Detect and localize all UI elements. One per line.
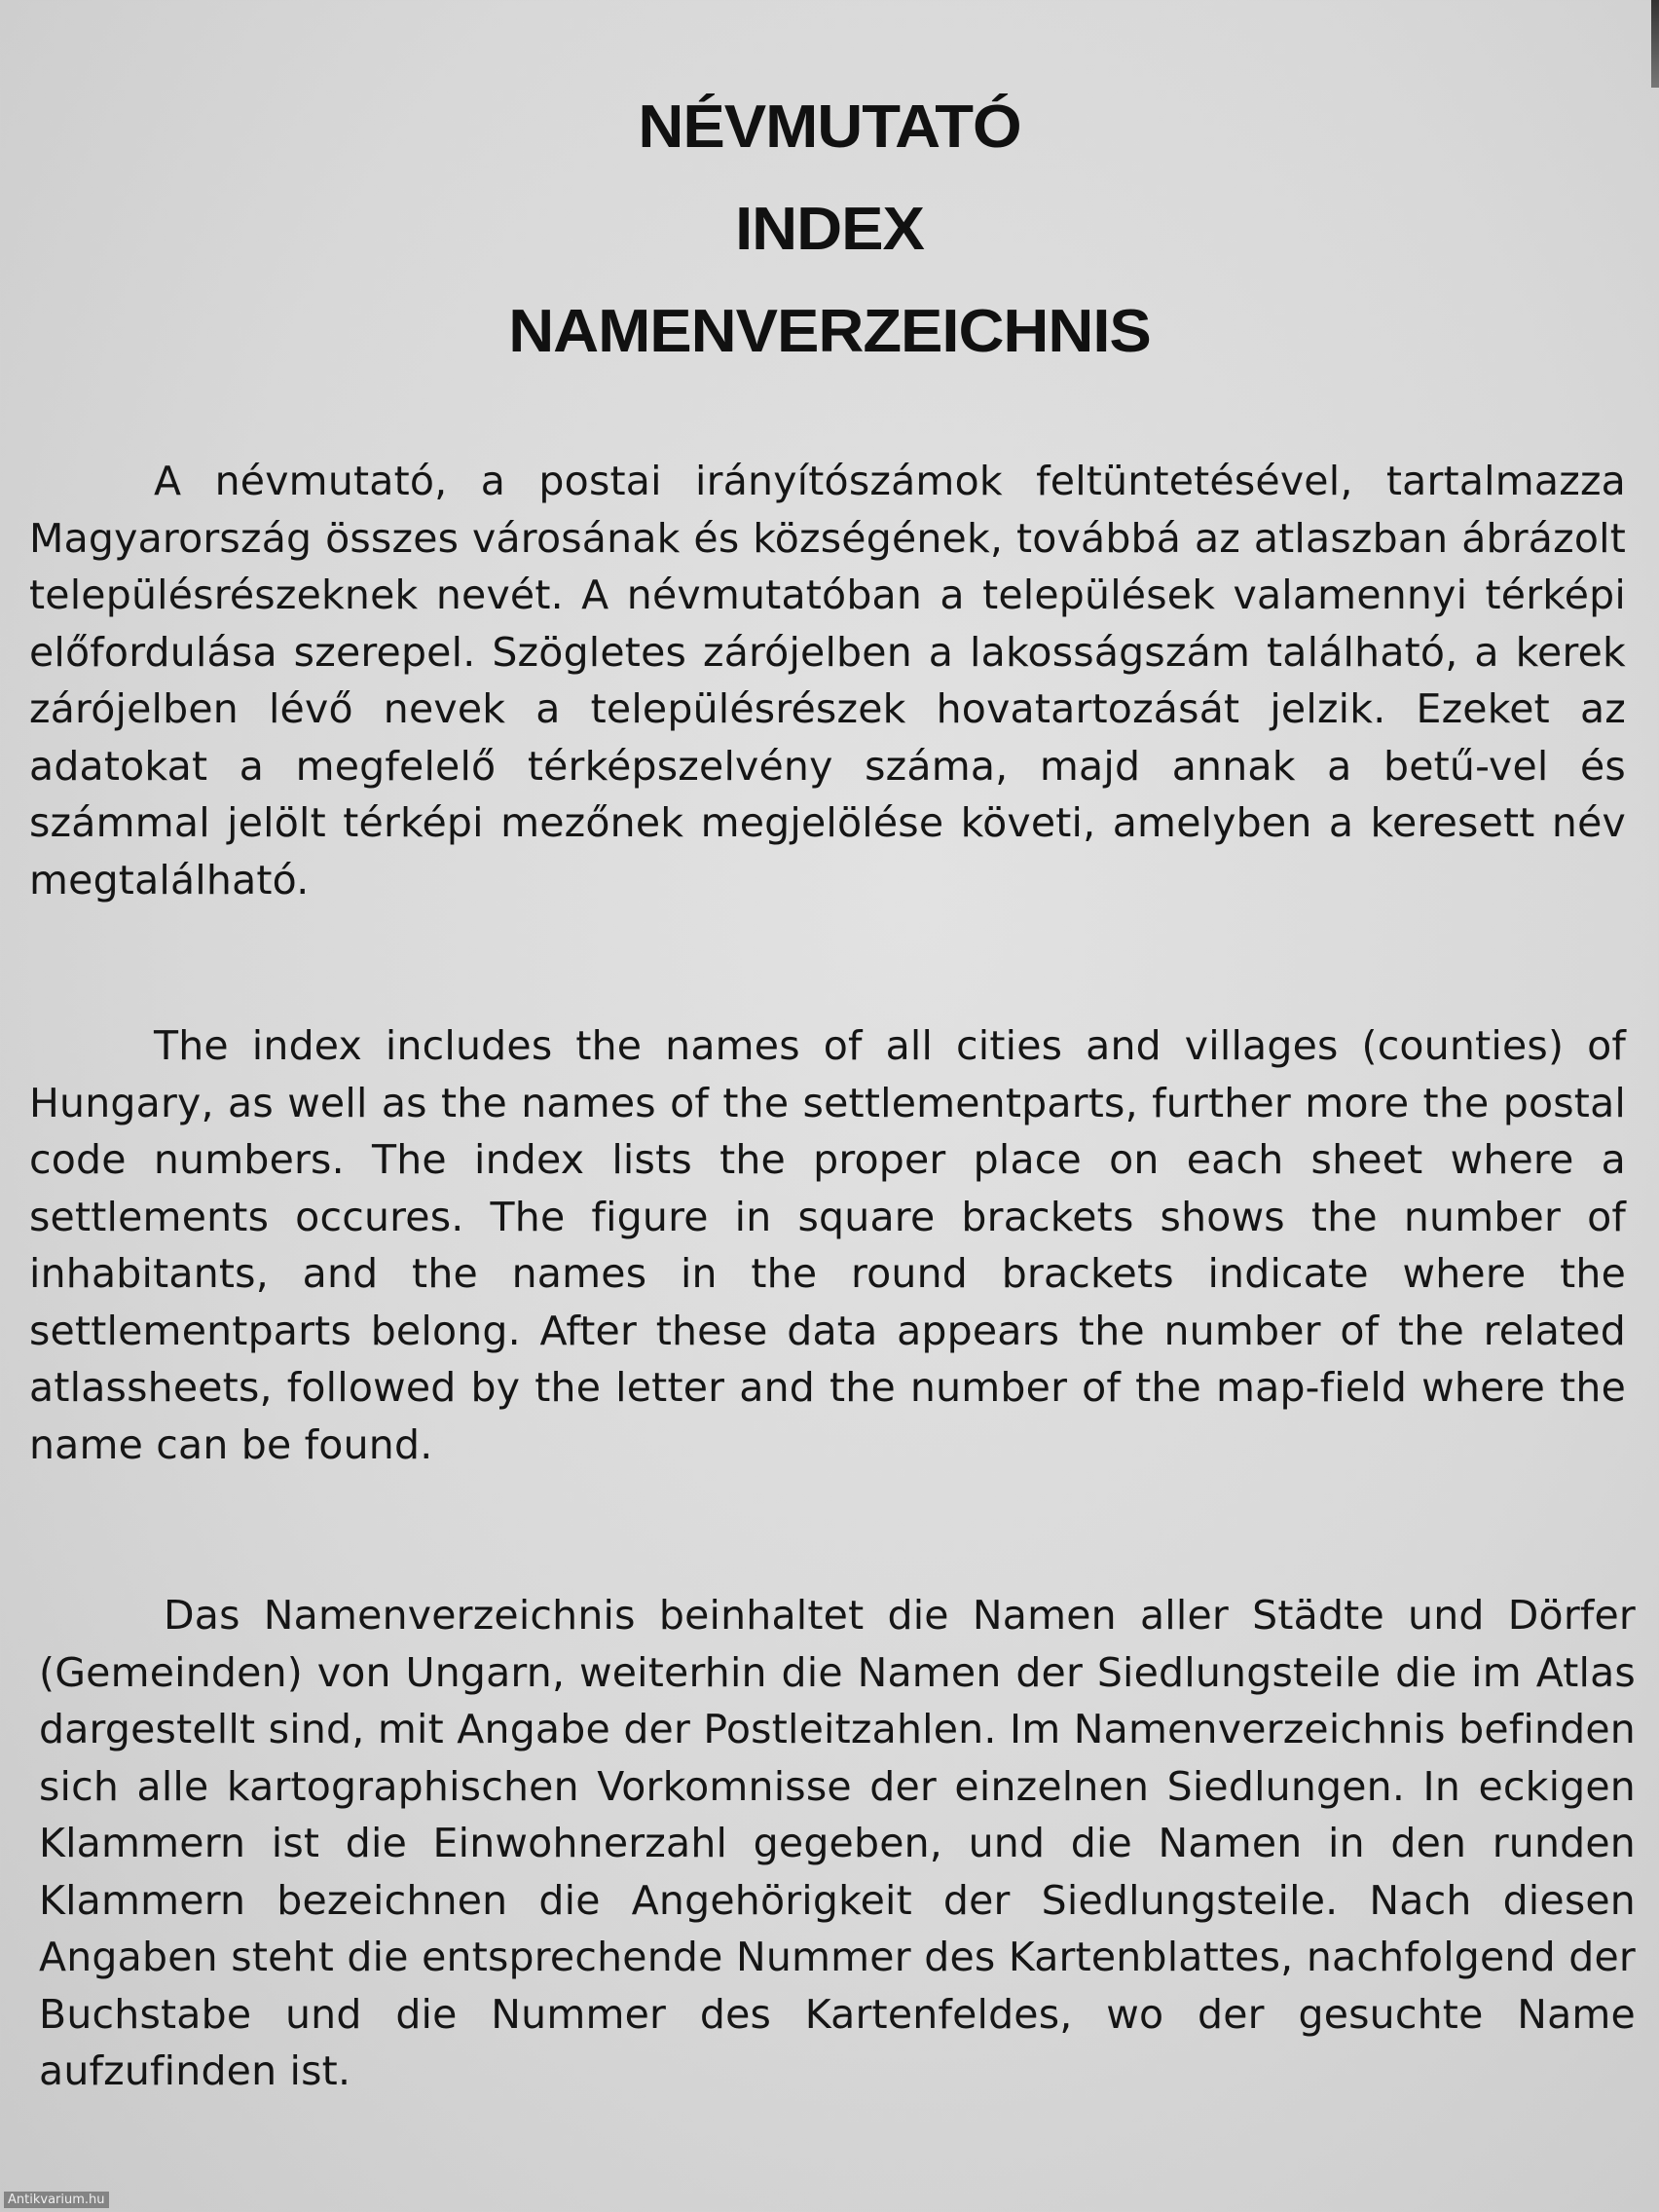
title-block [0, 76, 1659, 383]
title-german: NAMENVERZEICHNIS [508, 298, 1151, 365]
paragraph-german-text: Das Namenverzeichnis beinhaltet die Namen aller Städte und Dörfer (Gemeinden) von Ungarn, weiterhin die Namen der Siedlungsteile die im Atlas dargestellt sind, mit Angabe der Postleitzahlen. Im Namenverzeichnis befinden sich alle kartographischen Vorkomnisse der einzelnen Siedlungen. In eckigen Klammern ist die Einwohnerzahl gegeben, und die Namen in den runden Klammern bezeichnen die Angehörigkeit der Siedlungsteile. Nach diesen Angaben steht die entsprechende Nummer des Kartenblattes, nachfolgend der Buchstabe und die Nummer des Kartenfeldes, wo der gesuchte Name aufzufinden ist. [39, 1592, 1636, 2094]
paragraph-hungarian [29, 453, 1626, 908]
paragraph-hungarian-text: A névmutató, a postai irányítószámok feltüntetésével, tartalmazza Magyarország összes városának és községének, továbbá az atlaszban ábrázolt településrészeknek nevét. A névmutatóban a települések valamennyi térképi előfordulása szerepel. Szögletes zárójelben a lakosságszám található, a kerek zárójelben lévő nevek a településrészek hovatartozását jelzik. Ezeket az adatokat a megfelelő térképszelvény száma, majd annak a betű-vel és számmal jelölt térképi mezőnek megjelölése követi, amelyben a keresett név megtalálható. [29, 458, 1626, 903]
title-english: INDEX [735, 196, 924, 263]
paragraph-english-text: The index includes the names of all cities and villages (counties) of Hungary, as well as the names of the settlementparts, further more the postal code numbers. The index lists the proper place on each sheet where a settlements occures. The figure in square brackets shows the number of inhabitants, and the names in the round brackets indicate where the settlementparts belong. After these data appears the number of the related atlassheets, followed by the letter and the number of the map-field where the name can be found. [29, 1022, 1626, 1468]
paragraph-german [39, 1587, 1636, 2100]
title-hungarian: NÉVMUTATÓ [638, 93, 1021, 161]
page-edge-shadow [1651, 0, 1659, 88]
paragraph-english [29, 1017, 1626, 1473]
watermark-text: Antikvarium.hu [4, 2192, 109, 2208]
